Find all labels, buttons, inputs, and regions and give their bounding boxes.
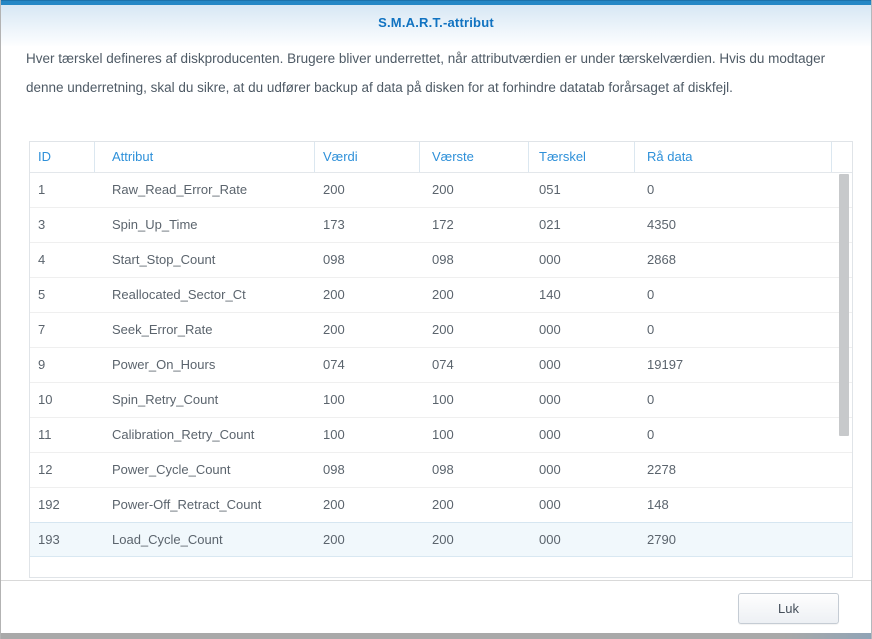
cell-raw-data: 2790	[647, 532, 676, 547]
cell-worst: 200	[432, 532, 454, 547]
cell-worst: 200	[432, 497, 454, 512]
table-row[interactable]	[30, 383, 852, 418]
cell-attribute: Power_On_Hours	[112, 357, 216, 372]
cell-id: 3	[38, 217, 46, 232]
table-row[interactable]	[30, 418, 852, 453]
dialog-footer	[1, 580, 871, 633]
table-header-row	[30, 142, 852, 173]
table-row[interactable]	[30, 313, 852, 348]
dialog-title: S.M.A.R.T.-attribut	[378, 15, 494, 30]
cell-threshold: 051	[539, 182, 561, 197]
cell-threshold: 000	[539, 392, 561, 407]
cell-raw-data: 0	[647, 427, 655, 442]
vertical-scrollbar-thumb[interactable]	[839, 174, 849, 436]
cell-attribute: Raw_Read_Error_Rate	[112, 182, 248, 197]
table-row[interactable]	[30, 348, 852, 383]
cell-raw-data: 148	[647, 497, 669, 512]
cell-value: 074	[323, 357, 345, 372]
cell-threshold: 000	[539, 532, 561, 547]
cell-value: 200	[323, 287, 345, 302]
cell-id: 7	[38, 322, 46, 337]
cell-threshold: 140	[539, 287, 561, 302]
cell-id: 1	[38, 182, 46, 197]
cell-attribute: Load_Cycle_Count	[112, 532, 223, 547]
cell-worst: 200	[432, 322, 454, 337]
cell-raw-data: 2278	[647, 462, 676, 477]
cell-threshold: 000	[539, 497, 561, 512]
table-row[interactable]	[30, 278, 852, 313]
cell-raw-data: 2868	[647, 252, 676, 267]
cell-value: 100	[323, 392, 345, 407]
table-row[interactable]	[30, 488, 852, 523]
column-header-value[interactable]: Værdi	[315, 142, 420, 172]
cell-worst: 200	[432, 287, 454, 302]
window-bottom-edge	[1, 633, 871, 639]
cell-worst: 100	[432, 392, 454, 407]
cell-value: 200	[323, 497, 345, 512]
table-row[interactable]	[30, 453, 852, 488]
cell-threshold: 000	[539, 322, 561, 337]
table-row[interactable]	[30, 522, 852, 557]
description-text: Hver tærskel defineres af diskproducenten. Brugere bliver underrettet, når attributværdien er under tærskelværdien. Hvis du modtager denne underretning, skal du sikre, at du udfører backup af data på disken for at forhindre datatab forårsaget af diskfejl.	[26, 51, 826, 95]
cell-threshold: 000	[539, 357, 561, 372]
cell-raw-data: 0	[647, 287, 655, 302]
table-row[interactable]	[30, 173, 852, 208]
cell-value: 098	[323, 252, 345, 267]
cell-id: 11	[38, 427, 52, 442]
cell-threshold: 000	[539, 252, 561, 267]
cell-threshold: 000	[539, 462, 561, 477]
cell-worst: 172	[432, 217, 454, 232]
cell-id: 192	[38, 497, 60, 512]
cell-threshold: 000	[539, 427, 561, 442]
cell-attribute: Reallocated_Sector_Ct	[112, 287, 246, 302]
cell-id: 12	[38, 462, 53, 477]
dialog-header	[1, 5, 871, 46]
cell-id: 4	[38, 252, 46, 267]
cell-value: 098	[323, 462, 345, 477]
cell-worst: 098	[432, 252, 454, 267]
cell-raw-data: 4350	[647, 217, 676, 232]
column-header-threshold[interactable]: Tærskel	[529, 142, 635, 172]
column-header-raw-data[interactable]: Rå data	[635, 142, 832, 172]
cell-worst: 100	[432, 427, 454, 442]
cell-threshold: 021	[539, 217, 561, 232]
table-body	[30, 173, 852, 557]
cell-value: 200	[323, 182, 345, 197]
cell-attribute: Power-Off_Retract_Count	[112, 497, 262, 512]
cell-value: 200	[323, 532, 345, 547]
cell-id: 9	[38, 357, 46, 372]
cell-raw-data: 0	[647, 322, 655, 337]
cell-id: 5	[38, 287, 46, 302]
table-row[interactable]	[30, 208, 852, 243]
cell-attribute: Seek_Error_Rate	[112, 322, 213, 337]
cell-attribute: Power_Cycle_Count	[112, 462, 231, 477]
cell-attribute: Start_Stop_Count	[112, 252, 216, 267]
column-header-id[interactable]: ID	[30, 142, 95, 172]
cell-worst: 074	[432, 357, 454, 372]
cell-value: 200	[323, 322, 345, 337]
cell-worst: 200	[432, 182, 454, 197]
cell-worst: 098	[432, 462, 454, 477]
cell-id: 193	[38, 532, 60, 547]
cell-value: 100	[323, 427, 345, 442]
table-row[interactable]	[30, 243, 852, 278]
close-button[interactable]: Luk	[738, 593, 839, 624]
column-header-worst[interactable]: Værste	[420, 142, 529, 172]
cell-id: 10	[38, 392, 53, 407]
cell-value: 173	[323, 217, 345, 232]
cell-raw-data: 0	[647, 182, 655, 197]
cell-attribute: Spin_Up_Time	[112, 217, 198, 232]
cell-attribute: Calibration_Retry_Count	[112, 427, 255, 442]
cell-attribute: Spin_Retry_Count	[112, 392, 219, 407]
cell-raw-data: 0	[647, 392, 655, 407]
cell-raw-data: 19197	[647, 357, 684, 372]
column-header-attribute[interactable]: Attribut	[95, 142, 315, 172]
smart-attribute-table	[29, 141, 853, 578]
